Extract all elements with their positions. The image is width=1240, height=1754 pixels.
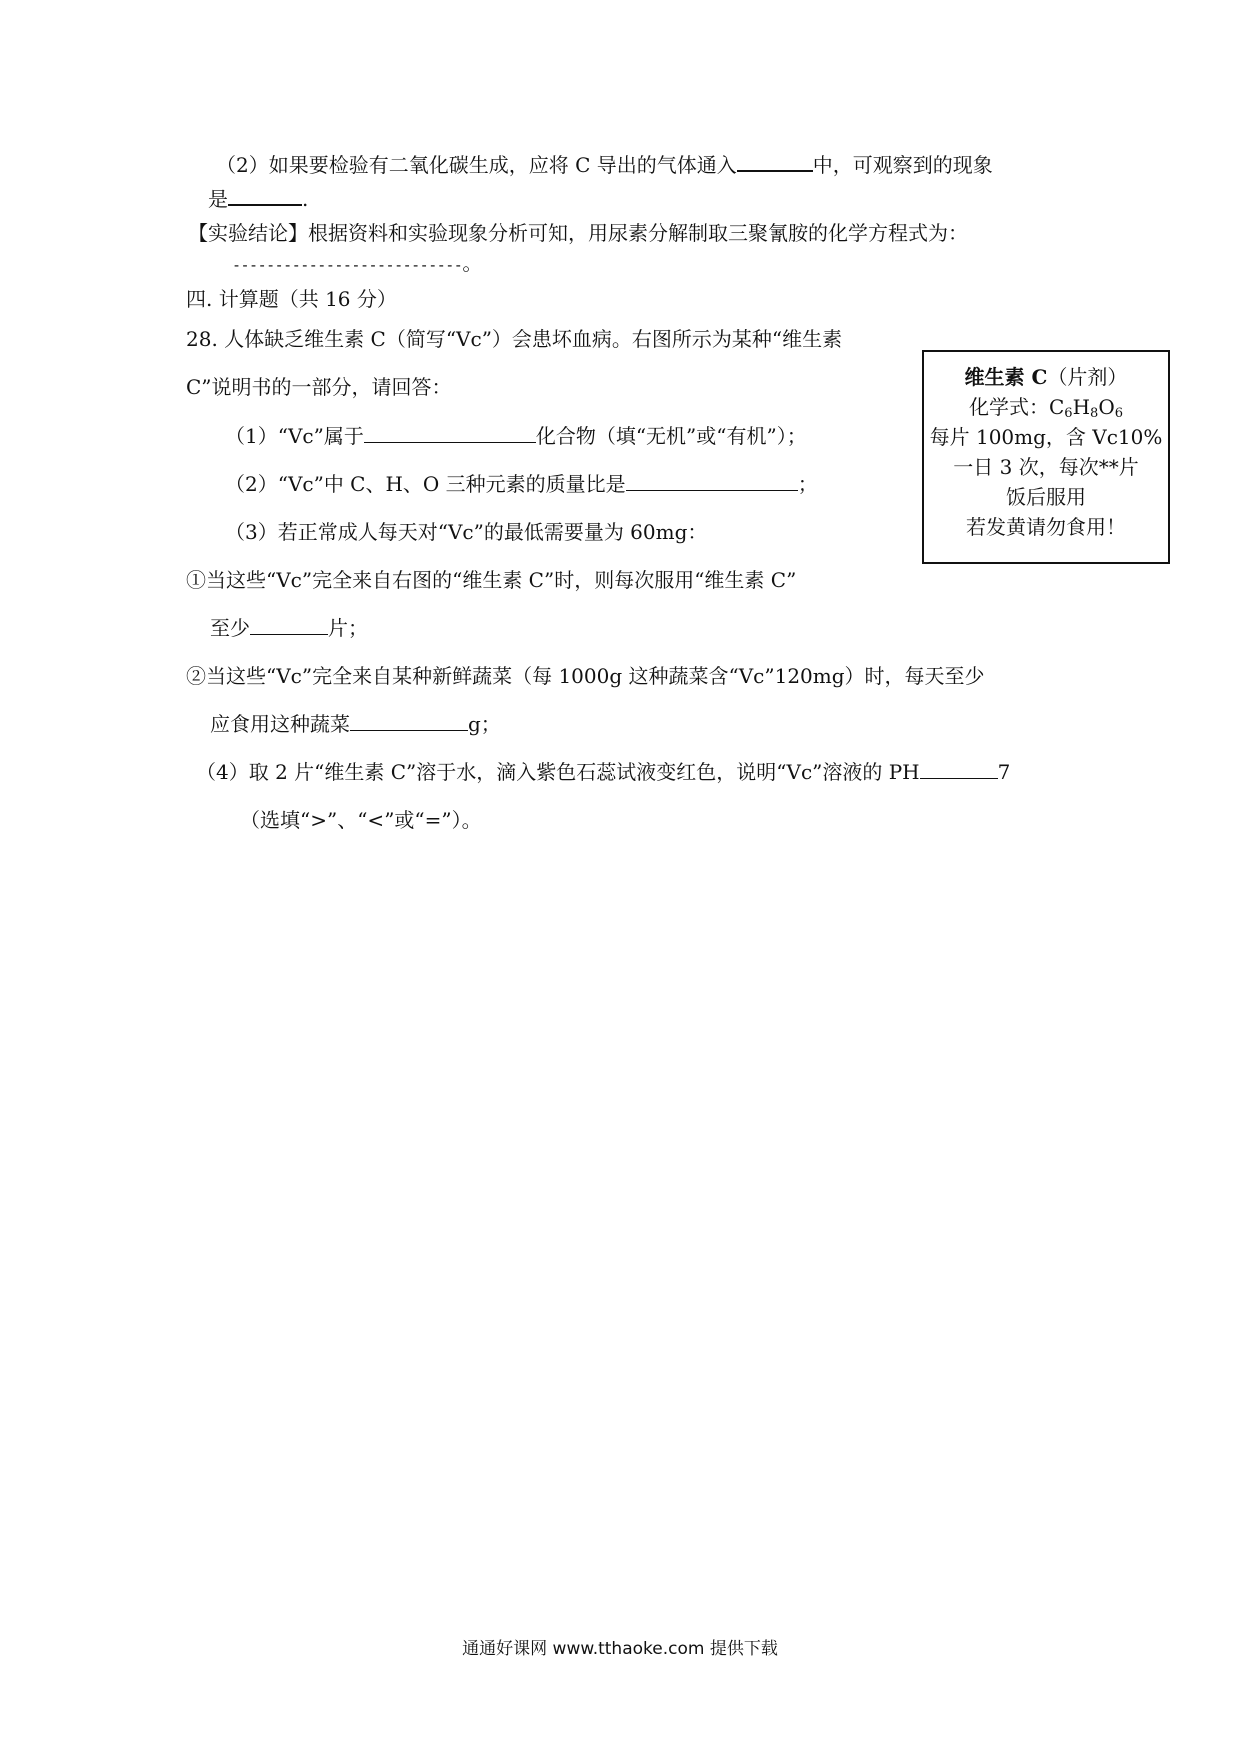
q28-sub-3: （3）若正常成人每天对“Vc”的最低需要量为 60mg：	[225, 520, 708, 544]
formula-subscript: 8	[1090, 406, 1099, 421]
answer-blank[interactable]	[350, 712, 468, 731]
q28-intro-line-2: C”说明书的一部分，请回答：	[186, 375, 452, 399]
label-dose: 每片 100mg，含 Vc10%	[929, 425, 1163, 449]
q28-sub-1	[225, 423, 807, 449]
section-title: 四. 计算题（共 16 分）	[186, 287, 397, 311]
q28-case-1: ①当这些“Vc”完全来自右图的“维生素 C”时，则每次服用“维生素 C”	[186, 568, 797, 592]
label-timing: 饭后服用	[1006, 485, 1086, 509]
formula-label: 化学式：	[968, 395, 1049, 419]
page-footer: 通通好课网 www.tthaoke.com 提供下载	[462, 1639, 778, 1659]
q28-case-1-answer	[210, 615, 368, 641]
label-title-bold: 维生素 C	[964, 365, 1048, 389]
q28-sub-4	[196, 759, 1010, 785]
q28-case-2: ②当这些“Vc”完全来自某种新鲜蔬菜（每 1000g 这种蔬菜含“Vc”120mg）时，每天至少	[186, 664, 985, 688]
conclusion-text: 根据资料和实验现象分析可知，用尿素分解制取三聚氰胺的化学方程式为：	[308, 221, 968, 245]
vitamin-c-label-box	[922, 350, 1170, 564]
label-title-rest: （片剂）	[1047, 365, 1128, 389]
formula-element-o: O	[1098, 395, 1115, 419]
conclusion-line	[188, 220, 968, 246]
label-warning: 若发黄请勿食用！	[966, 515, 1126, 539]
q28-case-2-text-c: g；	[468, 712, 501, 736]
q28-case-1-text-b: 至少	[210, 616, 250, 640]
answer-blank[interactable]	[364, 424, 536, 443]
q28-sub-2-text-a: （2）“Vc”中 C、H、O 三种元素的质量比是	[225, 472, 626, 496]
q28-sub-2-text-b: ；	[797, 472, 818, 496]
answer-blank[interactable]	[920, 760, 998, 779]
formula-subscript: 6	[1114, 406, 1123, 421]
answer-blank[interactable]	[250, 616, 328, 635]
question-2-line-2	[208, 186, 308, 212]
equation-dashes: ---------------------------	[232, 256, 463, 274]
equation-period: 。	[462, 251, 483, 275]
label-formula	[924, 392, 1168, 422]
q28-sub-4-hint: （选填“>”、“<”或“=”）。	[240, 808, 482, 832]
question-2-text-d: .	[302, 187, 309, 211]
q28-case-2-answer	[210, 711, 501, 737]
question-2-line	[216, 152, 993, 178]
q28-case-2-text-b: 应食用这种蔬菜	[210, 712, 350, 736]
label-title	[924, 362, 1168, 392]
formula-subscript: 6	[1064, 406, 1073, 421]
answer-blank[interactable]	[626, 472, 798, 491]
conclusion-tag: 【实验结论】	[188, 221, 308, 245]
formula-element-h: H	[1072, 395, 1091, 419]
label-frequency: 一日 3 次，每次**片	[953, 455, 1139, 479]
question-2-text-c: 是	[208, 187, 228, 211]
q28-intro-line-1: 28. 人体缺乏维生素 C（简写“Vc”）会患坏血病。右图所示为某种“维生素	[186, 327, 843, 351]
q28-case-1-text-c: 片；	[328, 616, 368, 640]
answer-blank[interactable]	[228, 186, 302, 206]
question-2-text-b: 中，可观察到的现象	[812, 153, 993, 177]
question-2-text-a: （2）如果要检验有二氧化碳生成，应将 C 导出的气体通入	[216, 153, 737, 177]
q28-sub-1-text-a: （1）“Vc”属于	[225, 424, 364, 448]
q28-sub-4-text-b: 7	[997, 760, 1011, 784]
q28-sub-1-text-b: 化合物（填“无机”或“有机”）；	[535, 424, 807, 448]
formula-element-c: C	[1048, 395, 1065, 419]
equation-answer-line[interactable]	[232, 250, 482, 278]
answer-blank[interactable]	[737, 152, 813, 172]
q28-sub-4-text-a: （4）取 2 片“维生素 C”溶于水，滴入紫色石蕊试液变红色，说明“Vc”溶液的 PH	[196, 760, 920, 784]
q28-sub-2	[225, 471, 818, 497]
